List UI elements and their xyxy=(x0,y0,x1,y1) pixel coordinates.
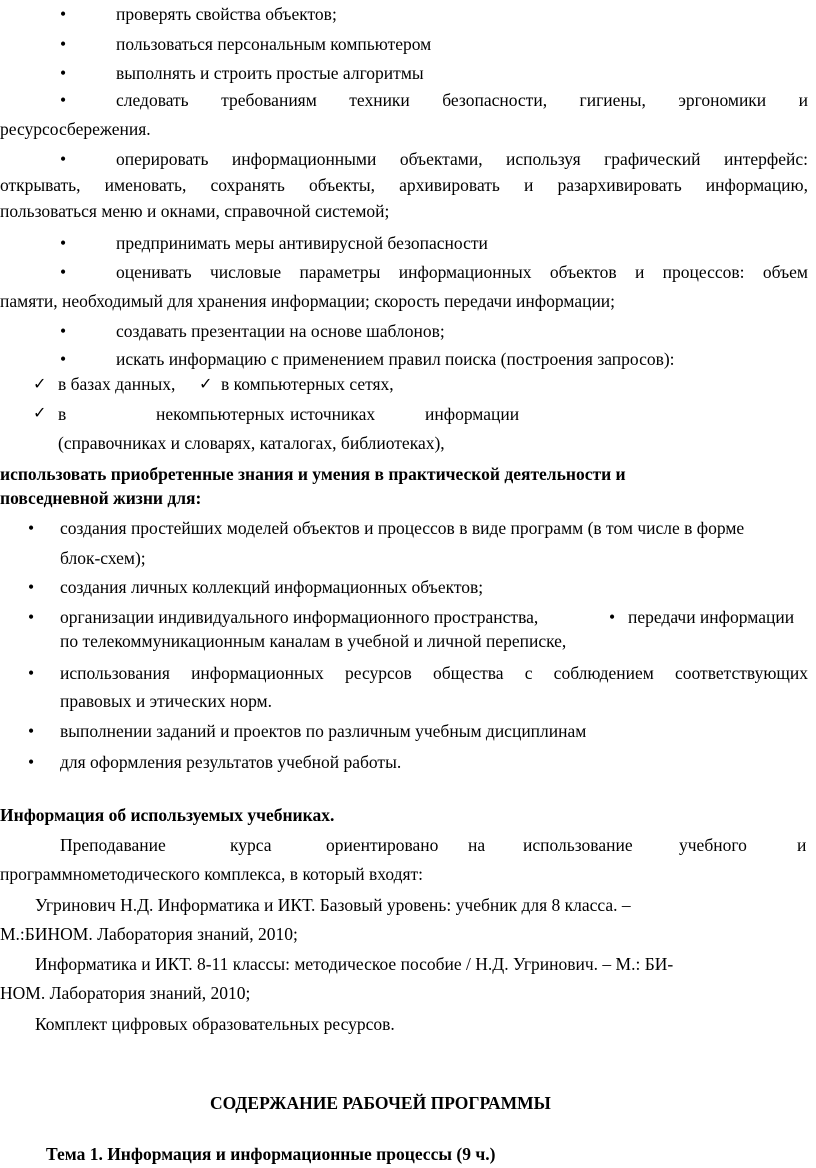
bullet: • xyxy=(60,349,67,369)
textbook-entry-continued: НОМ. Лаборатория знаний, 2010; xyxy=(0,983,251,1003)
usage-heading: использовать приобретенные знания и умения в практической деятельности и xyxy=(0,464,626,484)
intro-word: использование xyxy=(523,835,633,855)
search-place-word: в xyxy=(58,404,67,424)
bullet: • xyxy=(60,149,67,169)
usage-item-continued: блок-схем); xyxy=(60,548,146,568)
skill-item: пользоваться персональным компьютером xyxy=(116,34,432,54)
intro-line: программнометодического комплекса, в который входят: xyxy=(0,864,424,884)
intro-word: ориентировано xyxy=(326,835,439,855)
bullet: • xyxy=(60,262,67,282)
skill-item-continued: пользоваться меню и окнами, справочной системой; xyxy=(0,201,390,221)
textbook-entry: Угринович Н.Д. Информатика и ИКТ. Базовый уровень: учебник для 8 класса. – xyxy=(35,895,631,915)
search-place-networks: в компьютерных сетях, xyxy=(221,374,394,394)
checkmark-icon: ✓ xyxy=(199,374,213,393)
skill-item-continued: открывать, именовать, сохранять объекты, архивировать и разархивировать информацию, xyxy=(0,175,808,195)
usage-item: передачи информации xyxy=(628,607,795,627)
bullet: • xyxy=(60,321,67,341)
bullet: • xyxy=(609,607,616,627)
search-place-databases: в базах данных, xyxy=(58,374,176,394)
usage-item: создания простейших моделей объектов и процессов в виде программ (в том числе в форме xyxy=(60,518,745,538)
bullet: • xyxy=(28,663,35,683)
search-place-word: источниках xyxy=(290,404,376,424)
usage-heading: повседневной жизни для: xyxy=(0,488,202,508)
intro-word: курса xyxy=(230,835,272,855)
skill-item: создавать презентации на основе шаблонов; xyxy=(116,321,445,341)
intro-word: и xyxy=(797,835,807,855)
skill-item: следовать требованиям техники безопасности, гигиены, эргономики и xyxy=(116,90,808,110)
skill-item: предпринимать меры антивирусной безопасности xyxy=(116,233,488,253)
bullet: • xyxy=(60,4,67,24)
skill-item-continued: ресурсосбережения. xyxy=(0,119,151,139)
search-place-word: некомпьютерных xyxy=(156,404,285,424)
checkmark-icon: ✓ xyxy=(33,374,47,393)
skill-item: оперировать информационными объектами, используя графический интерфейс: xyxy=(116,149,808,169)
skill-item-continued: памяти, необходимый для хранения информации; скорость передачи информации; xyxy=(0,291,616,311)
bullet: • xyxy=(28,607,35,627)
bullet: • xyxy=(60,90,67,110)
textbooks-heading: Информация об используемых учебниках. xyxy=(0,805,335,825)
checkmark-icon: ✓ xyxy=(33,403,47,422)
textbook-entry: Информатика и ИКТ. 8-11 классы: методическое пособие / Н.Д. Угринович. – М.: БИ- xyxy=(35,954,674,974)
skill-item: выполнять и строить простые алгоритмы xyxy=(116,63,424,83)
textbook-entry: Комплект цифровых образовательных ресурсов. xyxy=(35,1014,395,1034)
bullet: • xyxy=(60,34,67,54)
skill-item: проверять свойства объектов; xyxy=(116,4,337,24)
search-place-detail: (справочниках и словарях, каталогах, библиотеках), xyxy=(58,433,445,453)
bullet: • xyxy=(28,518,35,538)
skill-item: искать информацию с применением правил поиска (построения запросов): xyxy=(116,349,675,369)
bullet: • xyxy=(60,63,67,83)
usage-item: использования информационных ресурсов общества с соблюдением соответствующих xyxy=(60,663,808,683)
intro-word: Преподавание xyxy=(60,835,166,855)
topic-title: Тема 1. Информация и информационные процессы (9 ч.) xyxy=(46,1144,496,1164)
bullet: • xyxy=(60,233,67,253)
usage-item: создания личных коллекций информационных объектов; xyxy=(60,577,484,597)
usage-item: организации индивидуального информационного пространства, xyxy=(60,607,539,627)
section-title: СОДЕРЖАНИЕ РАБОЧЕЙ ПРОГРАММЫ xyxy=(210,1093,551,1113)
bullet: • xyxy=(28,721,35,741)
usage-item-continued: правовых и этических норм. xyxy=(60,691,272,711)
usage-item: для оформления результатов учебной работы. xyxy=(60,752,402,772)
intro-word: на xyxy=(468,835,486,855)
bullet: • xyxy=(28,752,35,772)
bullet: • xyxy=(28,577,35,597)
usage-item: выполнении заданий и проектов по различным учебным дисциплинам xyxy=(60,721,587,741)
usage-item-continued: по телекоммуникационным каналам в учебной и личной переписке, xyxy=(60,631,567,651)
textbook-entry-continued: М.:БИНОМ. Лаборатория знаний, 2010; xyxy=(0,924,298,944)
search-place-word: информации xyxy=(425,404,520,424)
intro-word: учебного xyxy=(679,835,747,855)
skill-item: оценивать числовые параметры информационных объектов и процессов: объем xyxy=(116,262,808,282)
